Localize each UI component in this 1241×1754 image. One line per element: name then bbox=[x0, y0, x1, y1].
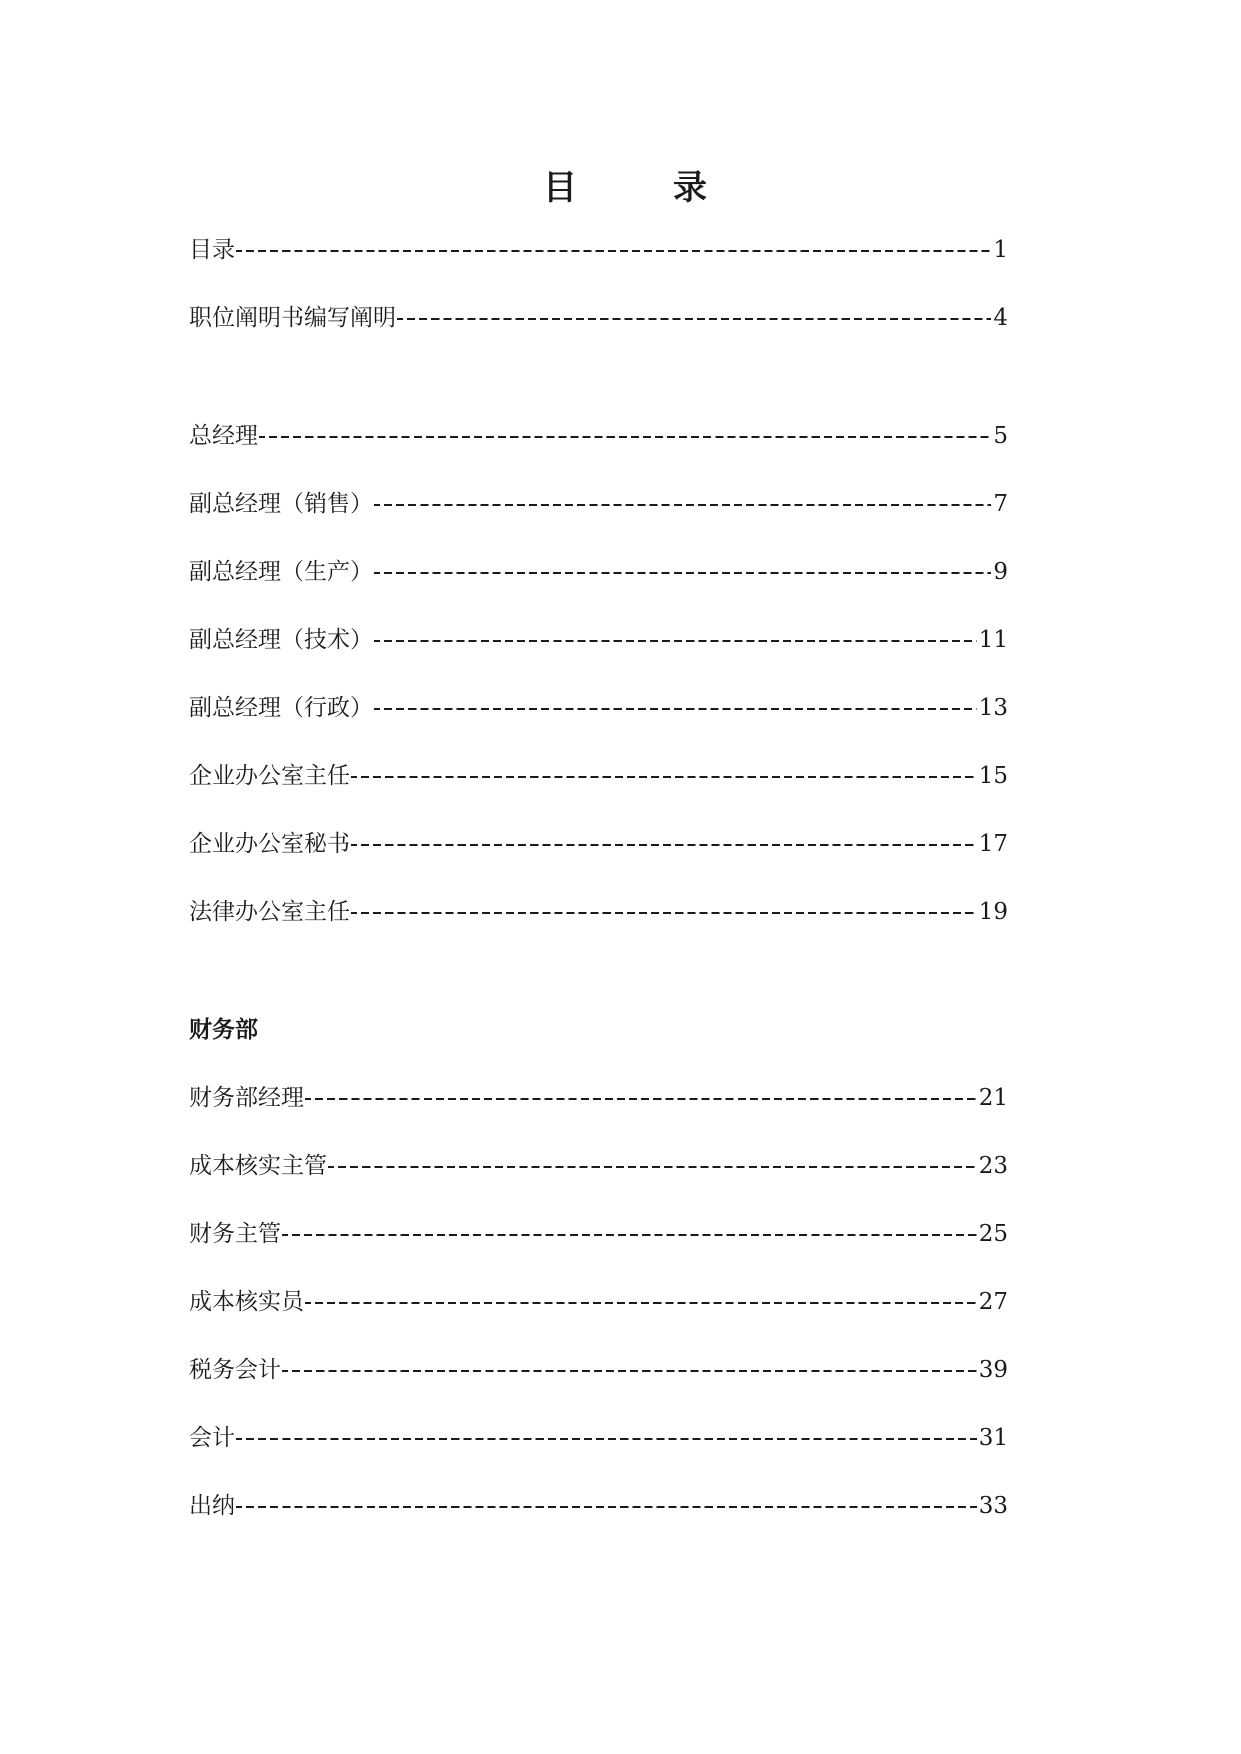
toc-entry-page: 17 bbox=[978, 831, 1008, 857]
toc-entry-page: 27 bbox=[978, 1289, 1008, 1315]
toc-entry-label: 企业办公室秘书 bbox=[189, 831, 350, 857]
toc-entry-label: 财务部经理 bbox=[189, 1085, 304, 1111]
toc-entry-page: 4 bbox=[993, 305, 1008, 331]
toc-leader bbox=[259, 419, 991, 453]
toc-entry[interactable] bbox=[189, 233, 1008, 267]
toc-entry[interactable] bbox=[189, 487, 1008, 521]
toc-leader bbox=[374, 555, 991, 589]
toc-leader bbox=[351, 827, 977, 861]
toc-leader bbox=[236, 1421, 977, 1455]
toc-entry-page: 21 bbox=[978, 1085, 1008, 1111]
toc-leader bbox=[374, 623, 977, 657]
toc-entry-label: 企业办公室主任 bbox=[189, 763, 350, 789]
toc-entry-label: 法律办公室主任 bbox=[189, 899, 350, 925]
toc-entry-page: 31 bbox=[978, 1425, 1008, 1451]
toc-entry-label: 税务会计 bbox=[189, 1357, 281, 1383]
toc-entry-label: 财务主管 bbox=[189, 1221, 281, 1247]
toc-leader bbox=[282, 1353, 977, 1387]
toc-entry[interactable] bbox=[189, 827, 1008, 861]
toc-entry-page: 5 bbox=[993, 423, 1008, 449]
section-heading-finance: 财务部 bbox=[189, 1017, 258, 1043]
page-title bbox=[543, 160, 709, 209]
toc-entry-label: 副总经理（生产） bbox=[189, 559, 373, 585]
toc-entry[interactable] bbox=[189, 1081, 1008, 1115]
toc-leader bbox=[282, 1217, 977, 1251]
toc-leader bbox=[236, 1489, 977, 1523]
toc-entry-page: 23 bbox=[978, 1153, 1008, 1179]
toc-entry[interactable] bbox=[189, 1149, 1008, 1183]
toc-entry[interactable] bbox=[189, 895, 1008, 929]
toc-leader bbox=[236, 233, 991, 267]
toc-entry[interactable] bbox=[189, 623, 1008, 657]
toc-entry-page: 33 bbox=[978, 1493, 1008, 1519]
toc-entry-label: 出纳 bbox=[189, 1493, 235, 1519]
toc-leader bbox=[374, 487, 991, 521]
toc-entry[interactable] bbox=[189, 1353, 1008, 1387]
toc-entry[interactable] bbox=[189, 691, 1008, 725]
toc-entry-page: 7 bbox=[993, 491, 1008, 517]
toc-leader bbox=[328, 1149, 977, 1183]
toc-leader bbox=[305, 1285, 977, 1319]
toc-entry-label: 目录 bbox=[189, 237, 235, 263]
toc-entry-label: 会计 bbox=[189, 1425, 235, 1451]
toc-entry[interactable] bbox=[189, 1421, 1008, 1455]
toc-entry-page: 1 bbox=[993, 237, 1008, 263]
toc-entry[interactable] bbox=[189, 1489, 1008, 1523]
toc-leader bbox=[351, 759, 977, 793]
toc-entry-label: 职位阐明书编写阐明 bbox=[189, 305, 396, 331]
toc-entry-page: 19 bbox=[978, 899, 1008, 925]
toc-entry-page: 39 bbox=[978, 1357, 1008, 1383]
page-title-char-2: 录 bbox=[673, 168, 709, 208]
toc-leader bbox=[397, 301, 991, 335]
toc-entry-page: 15 bbox=[978, 763, 1008, 789]
toc-entry-page: 25 bbox=[978, 1221, 1008, 1247]
toc-leader bbox=[374, 691, 977, 725]
toc-entry-label: 成本核实员 bbox=[189, 1289, 304, 1315]
toc-entry-label: 成本核实主管 bbox=[189, 1153, 327, 1179]
toc-entry-label: 总经理 bbox=[189, 423, 258, 449]
toc-entry[interactable] bbox=[189, 419, 1008, 453]
toc-entry-page: 13 bbox=[978, 695, 1008, 721]
toc-entry-page: 9 bbox=[993, 559, 1008, 585]
page-title-char-1: 目 bbox=[543, 168, 579, 208]
toc-entry-page: 11 bbox=[978, 627, 1008, 653]
toc-entry-label: 副总经理（技术） bbox=[189, 627, 373, 653]
toc-entry-label: 副总经理（销售） bbox=[189, 491, 373, 517]
toc-entry[interactable] bbox=[189, 1217, 1008, 1251]
toc-entry[interactable] bbox=[189, 759, 1008, 793]
toc-entry[interactable] bbox=[189, 1285, 1008, 1319]
toc-entry[interactable] bbox=[189, 301, 1008, 335]
toc-entry[interactable] bbox=[189, 555, 1008, 589]
toc-entry-label: 副总经理（行政） bbox=[189, 695, 373, 721]
toc-leader bbox=[351, 895, 977, 929]
toc-leader bbox=[305, 1081, 977, 1115]
